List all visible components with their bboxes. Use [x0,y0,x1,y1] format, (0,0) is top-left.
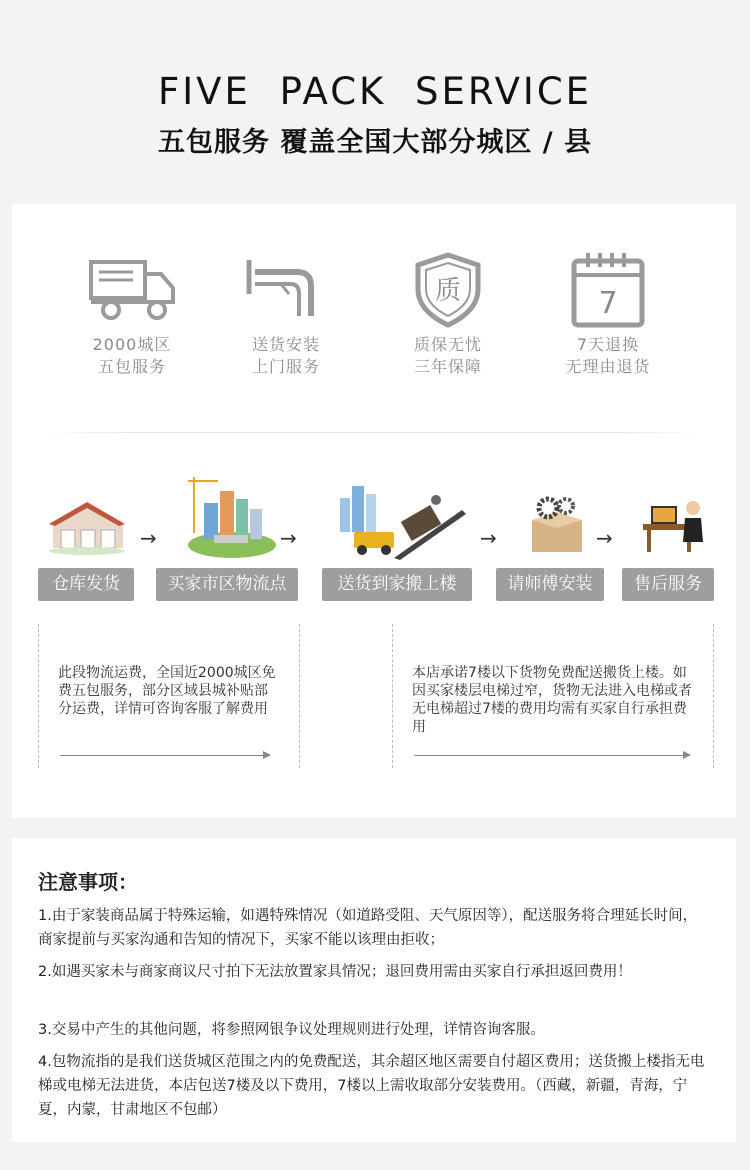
note-text-right: 本店承诺7楼以下货物免费配送搬货上楼。如因买家楼层电梯过窄，货物无法进入电梯或者无电梯超过7楼的费用均需有买家自行承担费用 [412,665,692,735]
title-english: FIVE PACK SERVICE [157,70,593,113]
step-city-logistics: 买家市区物流点 [156,568,298,601]
feature-label-line2: 无理由退货 [565,357,651,376]
notice-item: 4.包物流指的是我们送货城区范围之内的免费配送，其余超区地区需要自付超区费用；送货搬上楼指无电梯或电梯无法进货，本店包送7楼及以下费用，7楼以上需收取部分安装费用。（西藏，新疆，青海，宁夏，内蒙，甘肃地区不包邮） [38,1054,705,1118]
flow-arrow: → [280,526,297,550]
gears-box-icon [517,476,597,556]
feature-row [12,244,736,404]
notice-section [12,838,736,1142]
notice-item: 1.由于家装商品属于特殊运输，如遇特殊情况（如道路受阻、天气原因等），配送服务将合理延长时间，商家提前与买家沟通和告知的情况下，买家不能以该理由拒收； [38,908,698,948]
notice-item: 2.如遇买家未与商家商议尺寸拍下无法放置家具情况；退回费用需由买家自行承担返回费用！ [38,964,632,980]
feature-label-line2: 五包服务 [97,357,166,376]
feature-delivery [52,244,212,378]
feature-quality [368,244,528,378]
customer-service-icon [634,476,714,556]
truck-icon [52,244,212,334]
warehouse-icon [42,476,132,556]
note-text-left: 此段物流运费，全国近2000城区免费五包服务，部分区域县城补贴部分运费，详情可咨询客服了解费用 [58,665,276,717]
note-arrow-right [414,755,690,756]
notice-item: 3.交易中产生的其他问题，将参照网银争议处理规则进行处理，详情咨询客服。 [38,1022,545,1038]
feature-label-line1: 送货安装 [251,335,320,354]
quality-shield-icon [368,244,528,334]
feature-return [528,244,688,378]
shield-glyph: 质 [434,276,462,306]
pipe-install-icon [206,244,366,334]
flow-arrow: → [480,526,497,550]
step-warehouse: 仓库发货 [38,568,134,601]
step-delivery: 送货到家搬上楼 [322,568,472,601]
calendar-glyph: 7 [598,286,618,321]
step-install: 请师傅安装 [496,568,604,601]
flow-arrow: → [140,526,157,550]
divider [42,432,706,433]
page-header [0,0,750,200]
calendar-icon [528,244,688,334]
title-chinese: 五包服务 覆盖全国大部分城区 / 县 [157,127,593,158]
flow-arrow: → [596,526,613,550]
service-card [12,204,736,818]
notice-title: 注意事项： [38,870,138,894]
feature-label-line1: 7天退换 [576,335,640,354]
delivery-stairs-icon [332,472,472,562]
feature-label-line1: 质保无忧 [413,335,482,354]
city-logistics-icon [182,469,282,559]
note-arrow-left [60,755,270,756]
feature-label-line2: 上门服务 [251,357,320,376]
feature-install [206,244,366,378]
step-after-sales: 售后服务 [622,568,714,601]
feature-label-line1: 2000城区 [92,335,172,354]
feature-label-line2: 三年保障 [413,357,482,376]
